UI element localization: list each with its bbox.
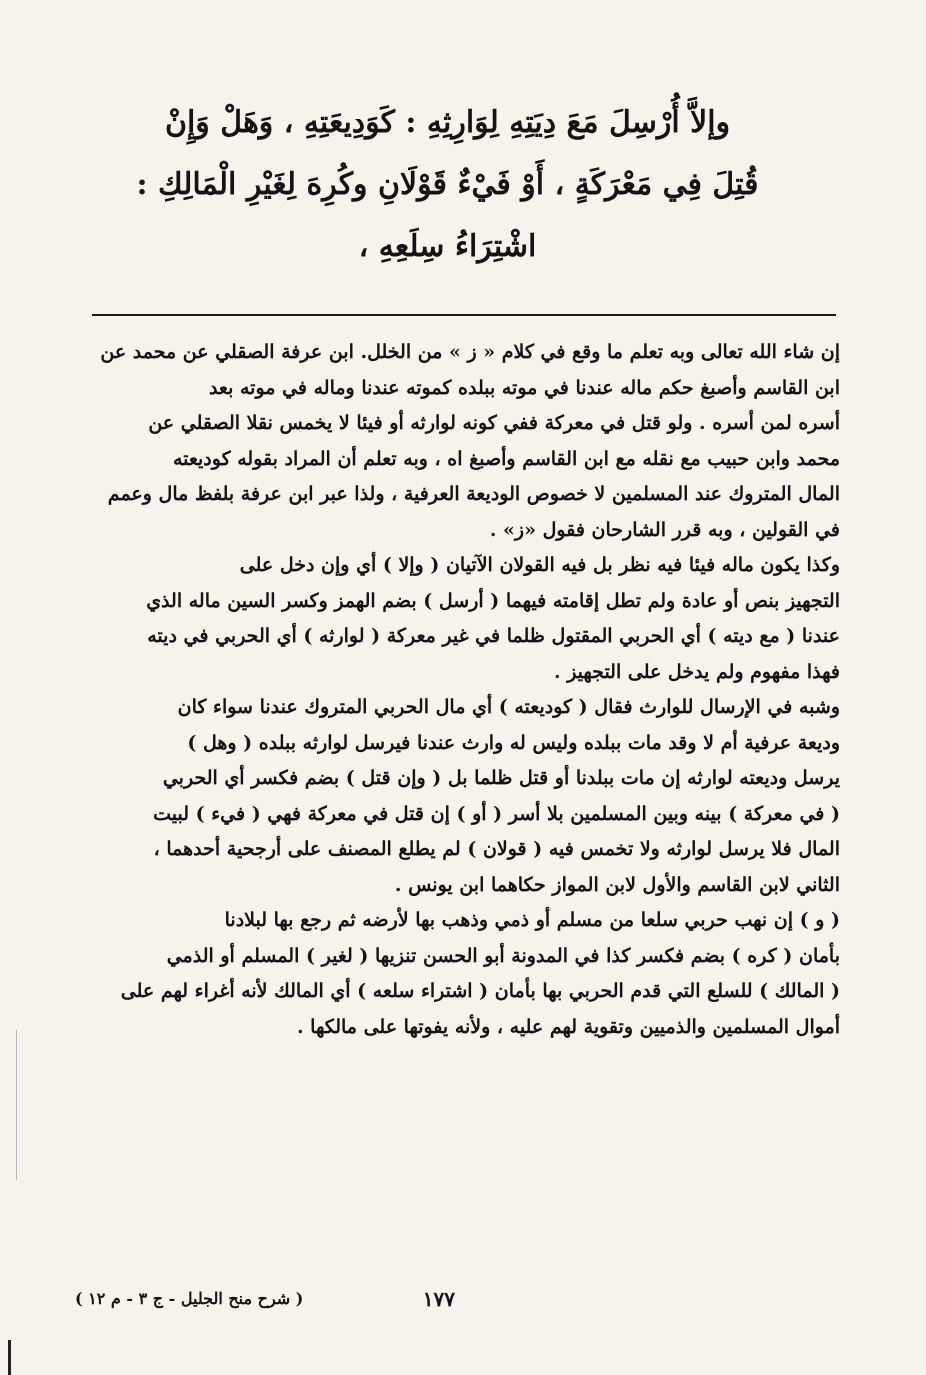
commentary-line: فهذا مفهوم ولم يدخل على التجهيز . [553,660,840,683]
matn-line: وإلاَّ أُرْسِلَ مَعَ دِيَتِهِ لِوَارِثِهِ : كَوَدِيعَتِهِ ، وَهَلْ وَإِنْ [164,105,731,140]
commentary-line: أموال المسلمين والذميين وتقوية لهم عليه ، ولأنه يفوتها على مالكها . [296,1015,840,1038]
commentary-line: يرسل وديعته لوارثه إن مات ببلدنا أو قتل ظلما بل ( وإن قتل ) بضم فكسر أي الحربي [162,767,840,789]
matn-text [90,92,805,278]
commentary-line: وشبه في الإرسال للوارث فقال ( كوديعته ) أي مال الحربي المتروك عندنا سواء كان [177,696,840,718]
separator-rule [92,314,836,316]
commentary-line: أسره لمن أسره . ولو قتل في معركة ففي كونه لوارثه أو فيئا لا يخمس نقلا الصقلي عن [148,412,840,434]
commentary-line: ( في معركة ) بينه وبين المسلمين بلا أسر ( أو ) إن قتل في معركة فهي ( فيء ) لبيت [153,802,840,825]
scan-edge-mark [8,1340,11,1375]
commentary-line: ( و ) إن نهب حربي سلعا من مسلم أو ذمي وذهب بها لأرضه ثم رجع بها لبلادنا [224,909,840,931]
book-source: ( شرح منح الجليل - ج ٣ - م ١٢ ) [75,1289,304,1308]
commentary-line: بأمان ( كره ) بضم فكسر كذا في المدونة أبو الحسن تنزيها ( لغير ) المسلم أو الذمي [166,944,840,967]
commentary-line: وكذا يكون ماله فيئا فيه نظر بل فيه القولان الآتيان ( وإلا ) أي وإن دخل على [239,554,840,576]
commentary-line: وديعة عرفية أم لا وقد مات ببلده وليس له وارث عندنا فيرسل لوارثه ببلده ( وهل ) [187,731,840,754]
commentary-line: ابن القاسم وأصبغ حكم ماله عندنا في موته ببلده كموته عندنا وماله في موته بعد [208,376,840,399]
commentary-paragraph [70,548,840,690]
commentary-paragraph [70,690,840,903]
scan-edge-shadow [16,1030,17,1180]
commentary-line: الثاني لابن القاسم والأول لابن المواز حكاهما ابن يونس . [394,873,840,896]
commentary-line: عندنا ( مع ديته ) أي الحربي المقتول ظلما في غير معركة ( لوارثه ) أي الحربي في ديته [147,625,840,647]
commentary-paragraph [70,903,840,1045]
commentary-paragraph [70,335,840,548]
commentary-line: المال فلا يرسل لوارثه ولا تخمس فيه ( قولان ) لم يطلع المصنف على أرجحية أحدهما ، [153,838,840,860]
commentary-line: المال المتروك عند المسلمين لا خصوص الوديعة العرفية ، ولذا عبر ابن عرفة بلفظ مال وعمم [107,483,840,505]
commentary-line: إن شاء الله تعالى وبه تعلم ما وقع في كلام « ز » من الخلل. ابن عرفة الصقلي عن محمد عن [100,341,840,363]
page-number: ١٧٧ [422,1287,455,1311]
commentary-line: محمد وابن حبيب مع نقله مع ابن القاسم وأصبغ اه ، وبه تعلم أن المراد بقوله كوديعته [172,447,840,470]
matn-line: قُتِلَ فِي مَعْرَكَةٍ ، أَوْ فَيْءٌ قَوْلَانِ وكُرِهَ لِغَيْرِ الْمَالِكِ : [136,167,759,202]
commentary-line: ( المالك ) للسلع التي قدم الحربي بها بأمان ( اشتراء سلعه ) أي المالك لأنه أغراء لهم على [120,980,840,1002]
page-footer [75,1287,775,1317]
commentary-line: التجهيز بنص أو عادة ولم تطل إقامته فيهما ( أرسل ) بضم الهمز وكسر السين ماله الذي [146,589,840,612]
commentary-text [70,335,840,1045]
matn-line: اشْتِرَاءُ سِلَعِهِ ، [358,229,537,264]
commentary-line: في القولين ، وبه قرر الشارحان فقول «ز» . [489,518,840,541]
